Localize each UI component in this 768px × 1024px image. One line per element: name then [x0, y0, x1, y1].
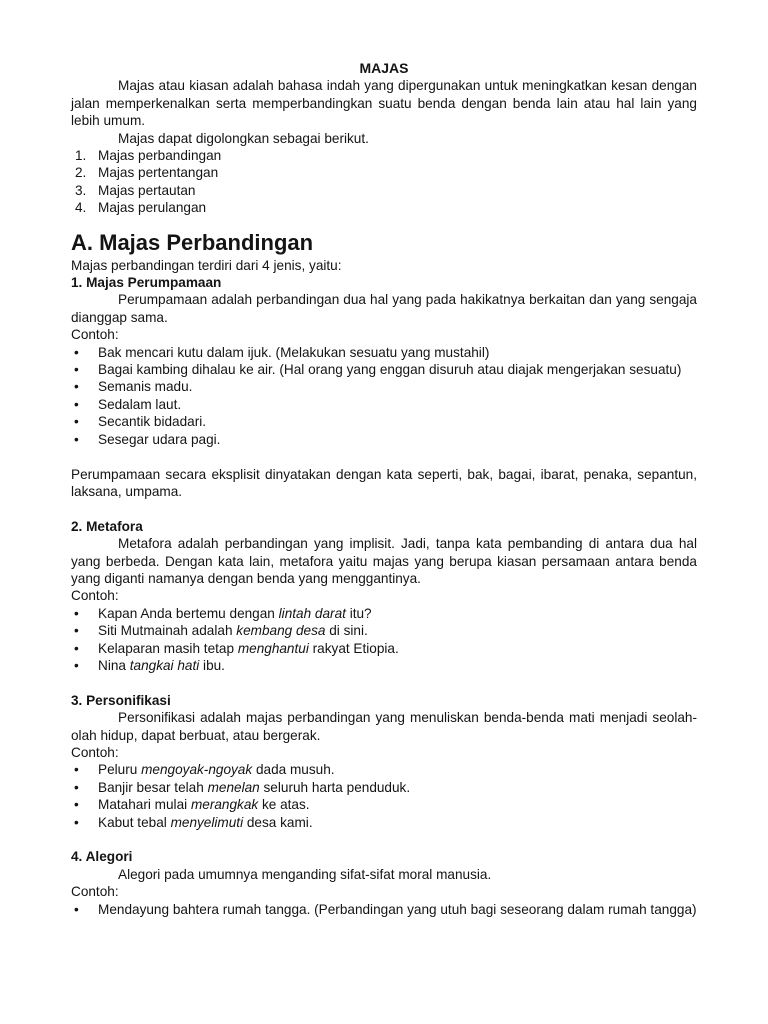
list-item: • Kapan Anda bertemu dengan lintah darat itu?: [74, 605, 372, 621]
bullet-icon: •: [74, 379, 79, 395]
section-a-lead: Majas perbandingan terdiri dari 4 jenis, yaitu:: [71, 257, 342, 273]
list-item: • Nina tangkai hati ibu.: [74, 657, 225, 673]
list-item: • Siti Mutmainah adalah kembang desa di sini.: [74, 623, 368, 639]
personifikasi-heading: 3. Personifikasi: [71, 692, 171, 708]
bullet-icon: •: [74, 362, 79, 378]
list-item: • Kelaparan masih tetap menghantui rakyat Etiopia.: [74, 640, 399, 656]
list-item: • Sesegar udara pagi.: [74, 431, 221, 447]
list-item: • Matahari mulai merangkak ke atas.: [74, 797, 310, 813]
spacer: [71, 448, 697, 465]
personifikasi-desc: Personifikasi adalah majas perbandingan yang menuliskan benda-benda mati menjadi seolah-olah hidup, dapat berbuat, atau bergerak.: [71, 710, 697, 743]
spacer: [71, 500, 697, 517]
bullet-icon: •: [74, 414, 79, 430]
perumpamaan-examples: [71, 344, 697, 448]
spacer: [71, 831, 697, 848]
bullet-icon: •: [74, 344, 79, 360]
bullet-icon: •: [74, 901, 79, 917]
bullet-icon: •: [74, 797, 79, 813]
bullet-icon: •: [74, 431, 79, 447]
alegori-heading: 4. Alegori: [71, 849, 133, 865]
bullet-icon: •: [74, 657, 79, 673]
document-page: [71, 60, 697, 918]
bullet-icon: •: [74, 762, 79, 778]
section-a-heading: A. Majas Perbandingan: [71, 229, 314, 255]
bullet-icon: •: [74, 605, 79, 621]
list-item: • Peluru mengoyak-ngoyak dada musuh.: [74, 762, 335, 778]
list-item: • Sedalam laut.: [74, 396, 182, 412]
list-item: • Kabut tebal menyelimuti desa kami.: [74, 814, 313, 830]
perumpamaan-heading: 1. Majas Perumpamaan: [71, 275, 222, 291]
majas-types-list: [71, 147, 697, 217]
list-item: • Bak mencari kutu dalam ijuk. (Melakukan sesuatu yang mustahil): [74, 344, 490, 360]
metafora-heading: 2. Metafora: [71, 518, 143, 534]
list-item: • Secantik bidadari.: [74, 414, 207, 430]
alegori-desc: Alegori pada umumnya menganding sifat-sifat moral manusia.: [118, 866, 492, 882]
personifikasi-examples: [71, 761, 697, 831]
list-item: 1. Majas perbandingan: [75, 148, 222, 164]
list-item: • Bagai kambing dihalau ke air. (Hal orang yang enggan disuruh atau diajak mengerjakan sesuatu): [74, 362, 682, 378]
bullet-icon: •: [74, 396, 79, 412]
metafora-desc: Metafora adalah perbandingan yang implisit. Jadi, tanpa kata pembanding di antara dua hal yang berbeda. Dengan kata lain, metafora yaitu majas yang berupa kiasan persamaan antara benda yang diganti namanya dengan benda yang menggantinya.: [71, 536, 697, 586]
list-item: 3. Majas pertautan: [75, 182, 196, 198]
list-item: 4. Majas perulangan: [75, 200, 207, 216]
perumpamaan-desc: Perumpamaan adalah perbandingan dua hal yang pada hakikatnya berkaitan dan yang sengaja dianggap sama.: [71, 292, 697, 325]
list-item: 2. Majas pertentangan: [75, 165, 219, 181]
spacer: [71, 674, 697, 691]
contoh-label: Contoh:: [71, 744, 119, 760]
list-item: • Mendayung bahtera rumah tangga. (Perbandingan yang utuh bagi seseorang dalam rumah tangga): [74, 901, 697, 917]
perumpamaan-note: Perumpamaan secara eksplisit dinyatakan dengan kata seperti, bak, bagai, ibarat, penaka, sepantun, laksana, umpama.: [71, 466, 697, 499]
contoh-label: Contoh:: [71, 884, 119, 900]
bullet-icon: •: [74, 623, 79, 639]
document-title: MAJAS: [359, 60, 409, 76]
bullet-icon: •: [74, 814, 79, 830]
bullet-icon: •: [74, 779, 79, 795]
intro-paragraph: Majas atau kiasan adalah bahasa indah yang dipergunakan untuk meningkatkan kesan dengan jalan memperkenalkan serta memperbandingkan suatu benda dengan benda lain atau hal lain yang lebih umum.: [71, 78, 697, 129]
contoh-label: Contoh:: [71, 327, 119, 343]
list-item: • Semanis madu.: [74, 379, 193, 395]
metafora-examples: [71, 605, 697, 675]
contoh-label: Contoh:: [71, 588, 119, 604]
list-item: • Banjir besar telah menelan seluruh harta penduduk.: [74, 779, 411, 795]
bullet-icon: •: [74, 640, 79, 656]
alegori-examples: [71, 901, 697, 918]
classify-paragraph: Majas dapat digolongkan sebagai berikut.: [118, 130, 369, 146]
